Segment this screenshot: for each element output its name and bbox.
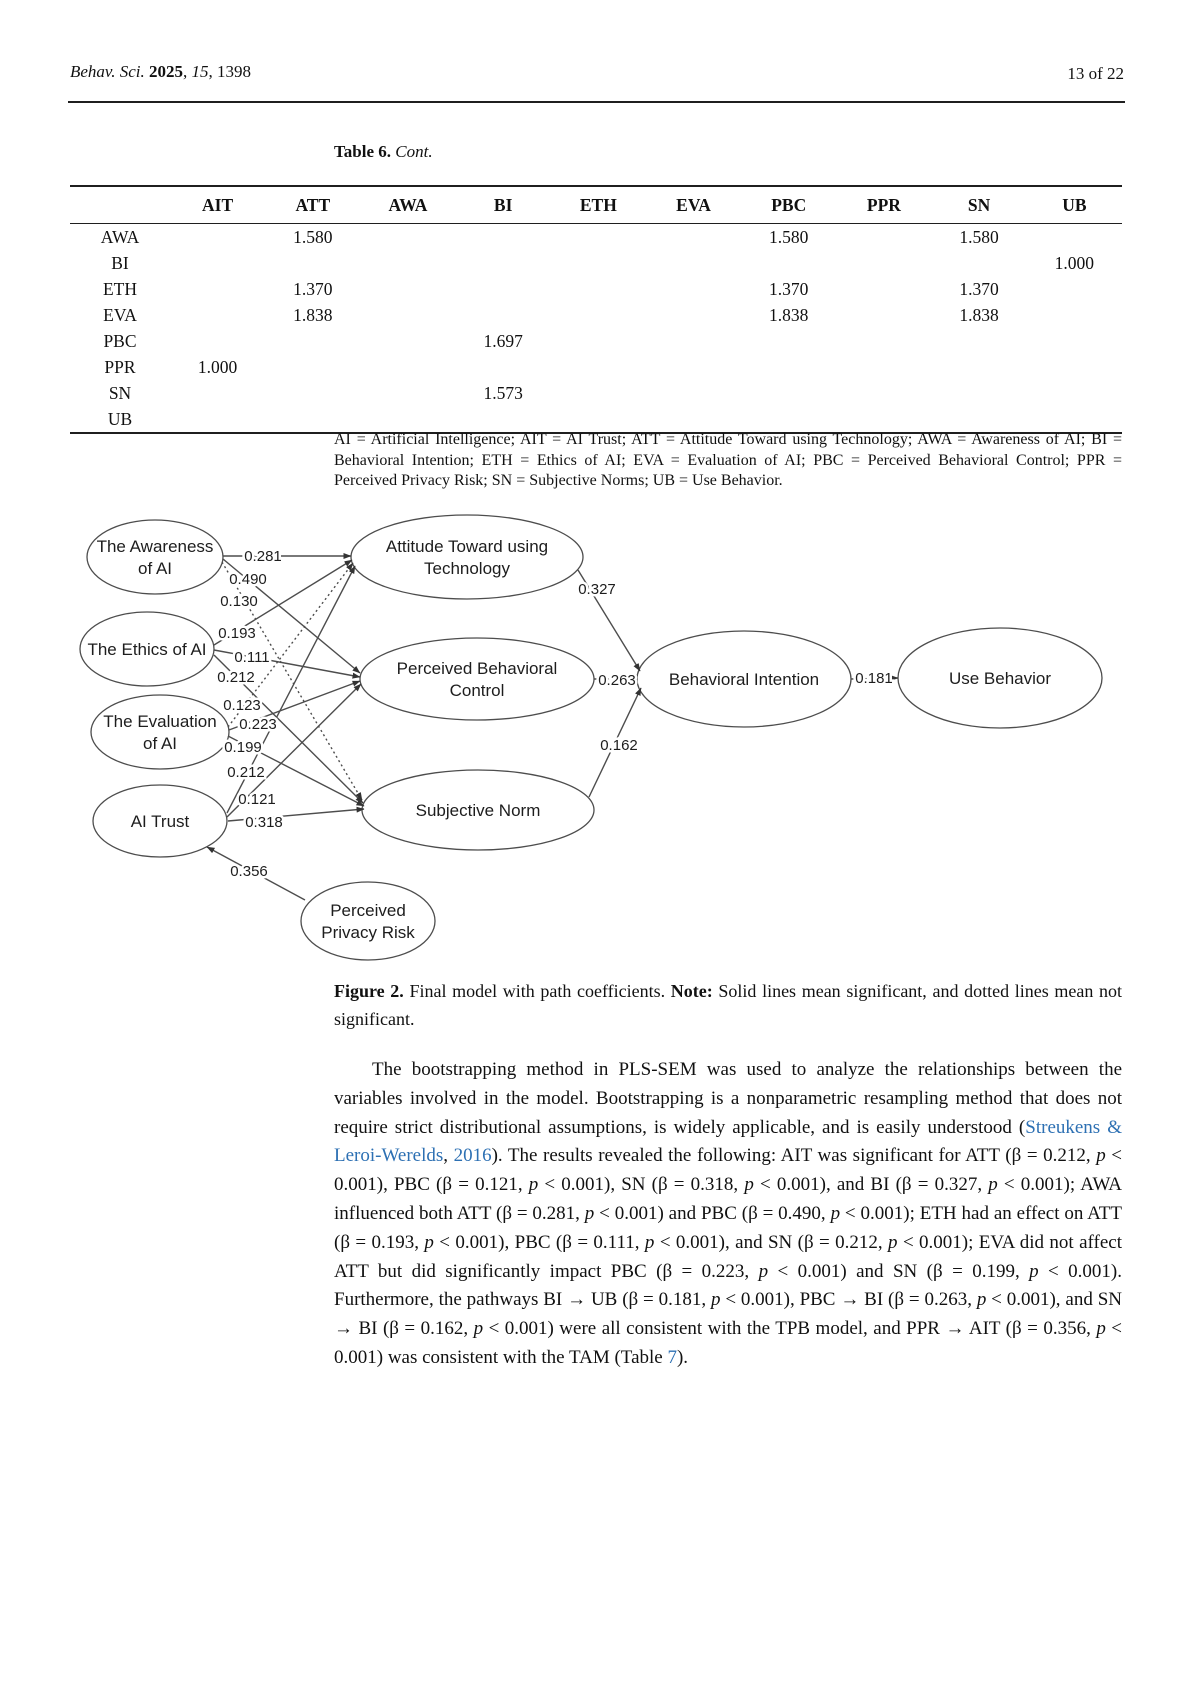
journal-citation: Behav. Sci. 2025, 15, 1398 [70, 62, 251, 81]
column-header: AWA [360, 187, 455, 224]
figure2-caption: Figure 2. Final model with path coefficients. Note: Solid lines mean significant, and dotted lines mean not significant. [334, 981, 1122, 1029]
path-coefficient-AIT-ATT: 0.212 [227, 764, 265, 781]
node-label-ETH: The Ethics of AI [87, 640, 207, 659]
column-header: ATT [265, 187, 360, 224]
table-row: PPR 1.000 [104, 356, 238, 377]
node-label-AIT: AI Trust [130, 812, 190, 831]
column-header: PPR [836, 187, 931, 224]
node-EVA [91, 695, 229, 769]
path-coefficient-AWA-SN: 0.130 [220, 593, 258, 610]
table-row: EVA 1.838 1.838 1.838 [103, 304, 999, 325]
table-row: AWA 1.580 1.580 1.580 [100, 226, 999, 247]
node-label-AWA: The Awareness of AI [96, 537, 214, 578]
table6-caption: Table 6. Cont. [334, 142, 433, 161]
header-rule [68, 101, 1125, 103]
path-coefficient-AIT-PBC: 0.121 [238, 791, 276, 808]
table-row: ETH 1.370 1.370 1.370 [102, 278, 999, 299]
path-coefficient-ATT-BI: 0.327 [578, 581, 616, 598]
citation-link[interactable]: 2016 [453, 1145, 492, 1167]
node-ATT [351, 515, 583, 599]
path-coefficient-PBC-BI: 0.263 [598, 672, 636, 689]
path-coefficient-BI-UB: 0.181 [855, 670, 893, 687]
results-paragraph: The bootstrapping method in PLS-SEM was used to analyze the relationships between the variables involved in the model. Bootstrapping is a nonparametric resampling method that does not require strict distributional assumptions, is widely applicable, and is easily understood (Streukens & Leroi-Werelds, 2016). The results revealed the following: AIT was significant for ATT (β = 0.212, p < 0.001), PBC (β = 0.121, p < 0.001), SN (β = 0.318, p < 0.001), and BI (β = 0.327, p < 0.001); AWA influenced both ATT (β = 0.281, p < 0.001) and PBC (β = 0.490, p < 0.001); ETH had an effect on ATT (β = 0.193, p < 0.001), PBC (β = 0.111, p < 0.001), and SN (β = 0.212, p < 0.001); EVA did not affect ATT but did significantly impact PBC (β = 0.223, p < 0.001) and SN (β = 0.199, p < 0.001). Furthermore, the pathways BI → UB (β = 0.181, p < 0.001), PBC → BI (β = 0.263, p < 0.001), and SN → BI (β = 0.162, p < 0.001) were all consistent with the TPB model, and PPR → AIT (β = 0.356, p < 0.001) was consistent with the TAM (Table 7). [334, 1059, 1123, 1368]
column-header: AIT [170, 187, 265, 224]
path-coefficient-EVA-SN: 0.199 [224, 739, 262, 756]
path-coefficient-PPR-AIT: 0.356 [230, 863, 268, 880]
table-header-row [70, 187, 1122, 224]
node-label-PBC: Perceived Behavioral Control [396, 659, 558, 700]
node-label-UB: Use Behavior [948, 669, 1052, 688]
table-row: SN 1.573 [108, 382, 523, 403]
table-row: PBC 1.697 [103, 330, 523, 351]
path-coefficient-AIT-SN: 0.318 [245, 814, 283, 831]
table-row: BI 1.000 [111, 252, 1095, 273]
node-label-ATT: Attitude Toward using Technology [385, 537, 549, 578]
table6-note: AI = Artificial Intelligence; AIT = AI Trust; ATT = Attitude Toward using Technology; AWA = Awareness of AI; BI = Behavioral Intention; ETH = Ethics of AI; EVA = Evaluation of AI; PBC = Perceived Behavioral Control; PPR = Perceived Privacy Risk; SN = Subjective Norms; UB = Use Behavior. [334, 431, 1122, 489]
path-coefficient-AWA-ATT: 0.281 [244, 548, 282, 565]
table-body [70, 224, 1122, 433]
path-coefficient-ETH-PBC: 0.111 [234, 649, 270, 666]
node-label-BI: Behavioral Intention [668, 670, 820, 689]
column-header: BI [456, 187, 551, 224]
node-label-SN: Subjective Norm [415, 801, 541, 820]
table-row: UB [107, 408, 133, 429]
node-PBC [360, 638, 594, 720]
path-coefficient-SN-BI: 0.162 [600, 737, 638, 754]
column-header: EVA [646, 187, 741, 224]
column-header: ETH [551, 187, 646, 224]
path-coefficient-ETH-SN: 0.212 [217, 669, 255, 686]
path-coefficient-EVA-ATT: 0.123 [223, 697, 261, 714]
path-coefficient-AWA-PBC: 0.490 [229, 571, 267, 588]
column-header: SN [932, 187, 1027, 224]
citation-link[interactable]: 7 [667, 1346, 677, 1368]
node-label-EVA: The Evaluation of AI [103, 712, 217, 753]
node-PPR [301, 882, 435, 960]
page-number: 13 of 22 [1067, 64, 1124, 83]
node-AWA [87, 520, 223, 594]
path-coefficient-EVA-PBC: 0.223 [239, 716, 277, 733]
vif-table [70, 185, 1122, 434]
path-coefficient-ETH-ATT: 0.193 [218, 625, 256, 642]
citation-link[interactable]: Streukens & Leroi-Werelds [334, 1116, 1122, 1167]
column-header: PBC [741, 187, 836, 224]
column-header: UB [1027, 187, 1122, 224]
figure2-diagram [60, 480, 1150, 980]
node-label-PPR: Perceived Privacy Risk [321, 901, 415, 942]
